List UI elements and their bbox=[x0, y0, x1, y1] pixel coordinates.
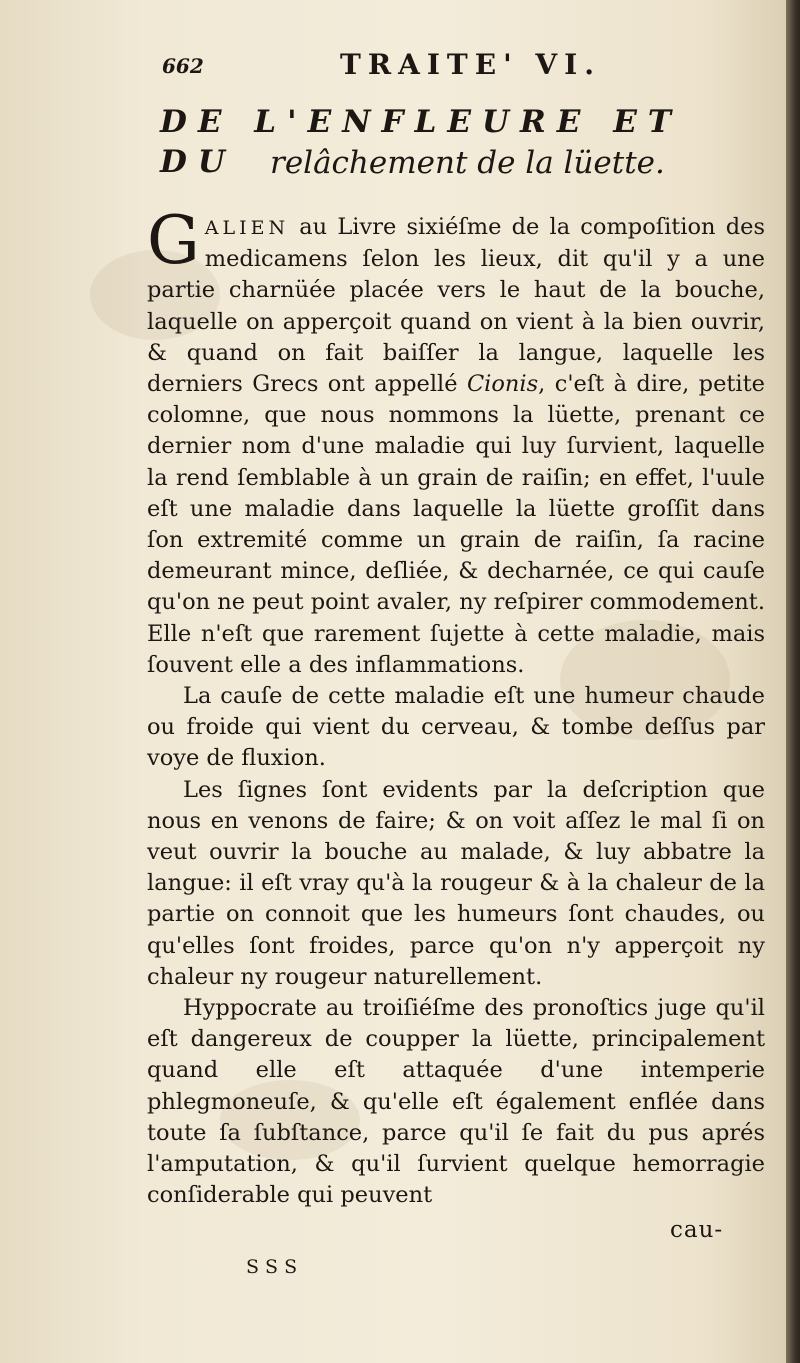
book-spine bbox=[786, 0, 800, 1363]
hippocrates-paragraph: Hyppocrate au troiſiéſme des pronoſtics juge qu'il eſt dangereux de coupper la lüette, principalement quand elle eſt attaquée d'une intemperie phlegmoneuſe, & qu'elle eſt également enflée dans toute ſa ſubſtance, parce qu'il ſe fait du pus aprés l'amputation, & qu'il ſurvient quelque hemorragie conſiderable qui peuvent bbox=[147, 995, 765, 1209]
running-title: TRAITE' VI. bbox=[340, 48, 601, 81]
greek-term: Cionis bbox=[466, 371, 539, 398]
printer-signature: S S S bbox=[246, 1256, 298, 1278]
opening-paragraph bbox=[147, 202, 765, 681]
opening-text: au Livre sixiéſme de la compoſition des medicamens ſelon les lieux, dit qu'il y a une partie charnüée placée vers le haut de la bouche, laquelle on apperçoit quand on vient à la bien ouvrir, & quand on fait baiſſer la langue, laquelle les derniers Grecs ont appellé bbox=[147, 214, 765, 398]
body-text bbox=[147, 202, 765, 1212]
signs-paragraph: Les ſignes ſont evidents par la deſcription que nous en venons de faire; & on voit aſſez le mal ſi on veut ouvrir la bouche au malade, & luy abbatre la langue: il eſt vray qu'à la rougeur & à la chaleur de la partie on connoit que les humeurs ſont chaudes, ou qu'elles ſont froides, parce qu'on n'y apperçoit ny chaleur ny rougeur naturellement. bbox=[147, 776, 765, 990]
opening-smallcaps: ALIEN bbox=[204, 217, 290, 239]
chapter-title: DE L'ENFLEURE ET DU bbox=[160, 104, 682, 180]
cause-paragraph: La cauſe de cette maladie eſt une humeur chaude ou froide qui vient du cerveau, & tombe deſſus par voye de fluxion. bbox=[147, 683, 765, 772]
drop-cap: G bbox=[147, 202, 200, 279]
chapter-subtitle: relâchement de la lüette. bbox=[270, 145, 665, 181]
catchword: cau- bbox=[670, 1217, 724, 1243]
opening-text-end: , c'eſt à dire, petite colomne, que nous nommons la lüette, prenant ce dernier nom d'une maladie qui luy ſurvient, laquelle la rend ſemblable à un grain de raiſin; en effet, l'uule eſt une maladie dans laquelle la lüette groſſit dans ſon extremité comme un grain de raiſin, ſa racine demeurant mince, deſliée, & decharnée, ce qui cauſe qu'on ne peut point avaler, ny reſpirer commodement. Elle n'eſt que rarement ſujette à cette maladie, mais ſouvent elle a des inflammations. bbox=[147, 371, 765, 678]
page-header bbox=[162, 48, 722, 88]
page-number: 662 bbox=[162, 54, 204, 78]
